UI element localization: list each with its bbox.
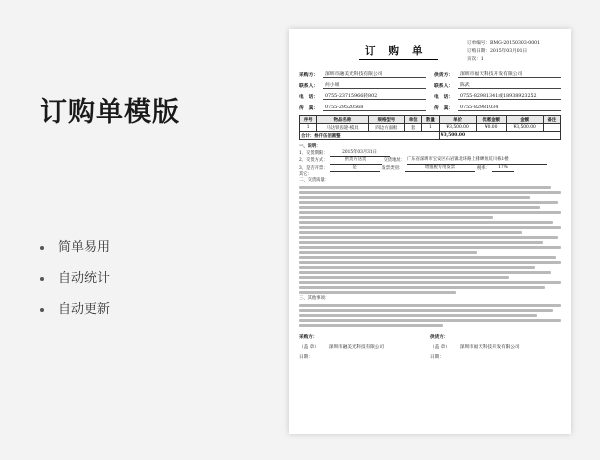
- cell: 1: [422, 124, 439, 132]
- supplier-contact: 陈武: [458, 81, 561, 89]
- method-line: 2、交货方式： 供货方送货 交货地址： 广东省深圳市宝安区石岩镇北环路上排蝉鱼坑川栋1楼: [299, 157, 561, 164]
- supplier-fax-label: 传 真：: [434, 105, 454, 111]
- supplier-signature: 供货方： （盖 章） 深圳市福天科技开发有限公司 日期：: [430, 335, 520, 361]
- buyer-name: 深圳市融美光科技有限公司: [323, 70, 426, 78]
- notes-section: [299, 144, 561, 327]
- cell: 马达铁齿轮-模具: [317, 124, 368, 132]
- supplier-name: 深圳市福天科技开发有限公司: [458, 70, 561, 78]
- supplier-info: [434, 67, 561, 111]
- cell: ¥0.00: [476, 124, 506, 132]
- meta-order-number: 订单编号：BMG-20150303-0001: [467, 41, 540, 46]
- supplier-sign-name: 深圳市福天科技开发有限公司: [459, 345, 520, 351]
- other-text-block: [299, 304, 561, 327]
- buyer-sign-name: 深圳市融美光科技有限公司: [328, 345, 384, 351]
- cell: 四边方面框: [368, 124, 404, 132]
- table-header-row: [300, 116, 561, 124]
- col-header: 金额: [506, 116, 543, 124]
- supplier-phone: 0755-82981341或18938923252: [458, 92, 561, 100]
- promo-title: 订购单模版: [40, 97, 180, 128]
- supplier-contact-label: 联系人：: [434, 83, 454, 89]
- quality-clause: 二、交货质量：: [299, 178, 330, 184]
- signature-block: [299, 332, 561, 362]
- delivery-address: 广东省深圳市宝安区石岩镇北环路上排蝉鱼坑川栋1楼: [407, 157, 547, 164]
- feature-item: 自动更新: [40, 294, 110, 325]
- buyer-label: 采购方：: [299, 72, 319, 78]
- invoice-type: 增值税专用发票: [405, 165, 475, 172]
- meta-order-date: 订购日期：2015年03月01日: [467, 49, 528, 54]
- terms-text-block: [299, 186, 561, 294]
- table-row: [300, 124, 561, 132]
- col-header: 备注: [543, 116, 560, 124]
- feature-list: [40, 232, 110, 325]
- col-header: 单位: [405, 116, 422, 124]
- cell: 1: [300, 124, 317, 132]
- buyer-info: [299, 67, 426, 111]
- supplier-fax: 0755-82981034: [458, 105, 561, 111]
- col-header: 规格型号: [368, 116, 404, 124]
- document-title: 订购单: [359, 43, 438, 60]
- items-table: [299, 115, 561, 140]
- bullet-icon: [40, 277, 44, 281]
- col-header: 数量: [422, 116, 439, 124]
- buyer-phone: 0755-23715966转802: [323, 92, 426, 100]
- document-header: [299, 37, 561, 61]
- buyer-contact: 何小姐: [323, 81, 426, 89]
- total-value: ¥3,500.00: [439, 132, 560, 140]
- parties-block: [299, 67, 561, 111]
- buyer-fax-label: 传 真：: [299, 105, 319, 111]
- supplier-label: 供货方：: [434, 72, 454, 78]
- buyer-contact-label: 联系人：: [299, 83, 319, 89]
- bullet-icon: [40, 246, 44, 250]
- bullet-icon: [40, 308, 44, 312]
- feature-item: 简单易用: [40, 232, 110, 263]
- col-header: 单价: [439, 116, 476, 124]
- col-header: 序号: [300, 116, 317, 124]
- buyer-signature: 采购方： （盖 章） 深圳市融美光科技有限公司 日期：: [299, 335, 384, 361]
- delivery-method: 供货方送货: [330, 157, 382, 164]
- feature-item: 自动统计: [40, 263, 110, 294]
- col-header: 物品名称: [317, 116, 368, 124]
- supplier-phone-label: 电 话：: [434, 94, 454, 100]
- order-form-sheet: [289, 29, 571, 434]
- law-clause: 三、其他事项：: [299, 296, 330, 302]
- invoice-line: 3、是否开票： 是 发票类别： 增值税专用发票 税率： 17%: [299, 165, 561, 172]
- order-meta: [467, 40, 540, 64]
- meta-page: 页次：1: [467, 57, 484, 62]
- total-label: 合计：叁仟伍佰圆整: [300, 132, 440, 140]
- cell: 套: [405, 124, 422, 132]
- delivery-line: 1、交货期限： 2015年03月31日: [299, 150, 561, 157]
- cell: [543, 124, 560, 132]
- invoice-flag: 是: [330, 165, 380, 172]
- table-total-row: [300, 132, 561, 140]
- notes-title: 一、说明：: [299, 144, 321, 149]
- misc-line: 其它：: [299, 171, 312, 177]
- buyer-phone-label: 电 话：: [299, 94, 319, 100]
- col-header: 优惠金额: [476, 116, 506, 124]
- tax-rate: 17%: [492, 165, 514, 172]
- delivery-date: 2015年03月31日: [330, 150, 390, 157]
- cell: ¥3,500.00: [439, 124, 476, 132]
- cell: ¥3,500.00: [506, 124, 543, 132]
- buyer-fax: 0755-29520568: [323, 105, 426, 111]
